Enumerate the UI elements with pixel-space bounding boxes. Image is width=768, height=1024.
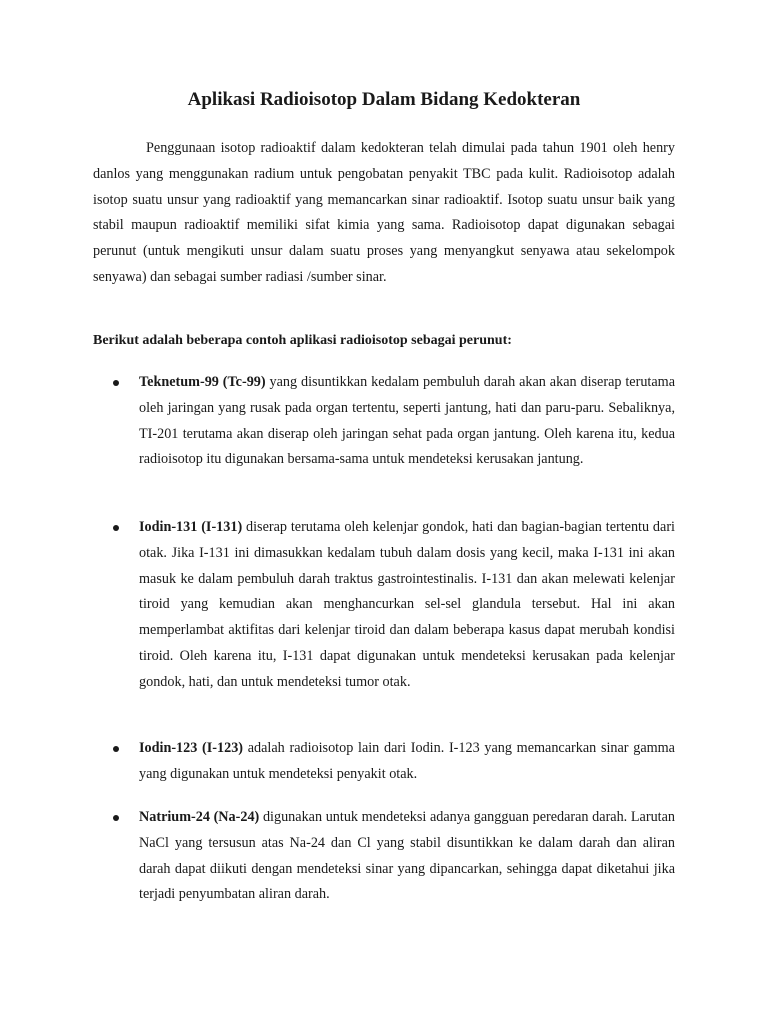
section-subheading: Berikut adalah beberapa contoh aplikasi radioisotop sebagai perunut: xyxy=(93,333,512,348)
bullet-icon xyxy=(113,815,119,821)
list-item-description: diserap terutama oleh kelenjar gondok, hati dan bagian-bagian tertentu dari otak. Jika I-131 ini dimasukkan kedalam tubuh dalam dosis yang kecil, maka I-131 ini akan masuk ke dalam pembuluh darah traktus gastrointestinalis. I-131 dan akan melewati kelenjar tiroid yang kemudian akan menghancurkan sel-sel glandula tersebut. Hal ini akan memperlambat aktifitas dari kelenjar tiroid dan dalam beberapa kasus dapat merubah kondisi tiroid. Oleh karena itu, I-131 dapat digunakan untuk mendeteksi kerusakan pada kelenjar gondok, hati, dan untuk mendeteksi tumor otak. xyxy=(139,519,675,690)
list-item-term: Iodin-131 (I-131) xyxy=(139,519,243,535)
bullet-icon xyxy=(113,746,119,752)
list-item-term: Teknetum-99 (Tc-99) xyxy=(139,374,266,390)
bullet-icon xyxy=(113,380,119,386)
list-item-text xyxy=(139,805,675,908)
list-item-description: adalah radioisotop lain dari Iodin. I-123 yang memancarkan sinar gamma yang digunakan untuk mendeteksi penyakit otak. xyxy=(139,740,675,782)
document-title: Aplikasi Radioisotop Dalam Bidang Kedokteran xyxy=(187,89,581,110)
list-item-term: Natrium-24 (Na-24) xyxy=(139,809,260,825)
intro-paragraph: Penggunaan isotop radioaktif dalam kedokteran telah dimulai pada tahun 1901 oleh henry danlos yang menggunakan radium untuk pengobatan penyakit TBC pada kulit. Radioisotop adalah isotop suatu unsur yang radioaktif yang memancarkan sinar radioaktif. Isotop suatu unsur baik yang stabil maupun radioaktif memiliki sifat kimia yang sama. Radioisotop dapat digunakan sebagai perunut (untuk mengikuti unsur dalam suatu proses yang menyangkut senyawa atau sekelompok senyawa) dan sebagai sumber radiasi /sumber sinar. xyxy=(93,140,675,285)
list-item-term: Iodin-123 (I-123) xyxy=(139,740,244,756)
list-item-description: digunakan untuk mendeteksi adanya gangguan peredaran darah. Larutan NaCl yang tersusun atas Na-24 dan Cl yang stabil disuntikkan ke dalam darah dan aliran darah dapat diikuti dengan mendeteksi sinar yang dipancarkan, sehingga dapat diketahui jika terjadi penyumbatan aliran darah. xyxy=(139,809,676,903)
list-item-text xyxy=(139,370,675,473)
bullet-icon xyxy=(113,525,119,531)
list-item-description: yang disuntikkan kedalam pembuluh darah akan akan diserap terutama oleh jaringan yang rusak pada organ tertentu, seperti jantung, hati dan paru-paru. Sebaliknya, TI-201 terutama akan diserap oleh jaringan sehat pada organ jantung. Oleh karena itu, kedua radioisotop itu digunakan bersama-sama untuk mendeteksi kerusakan jantung. xyxy=(139,374,675,468)
list-item-text xyxy=(139,736,675,788)
list-item-text xyxy=(139,515,675,696)
